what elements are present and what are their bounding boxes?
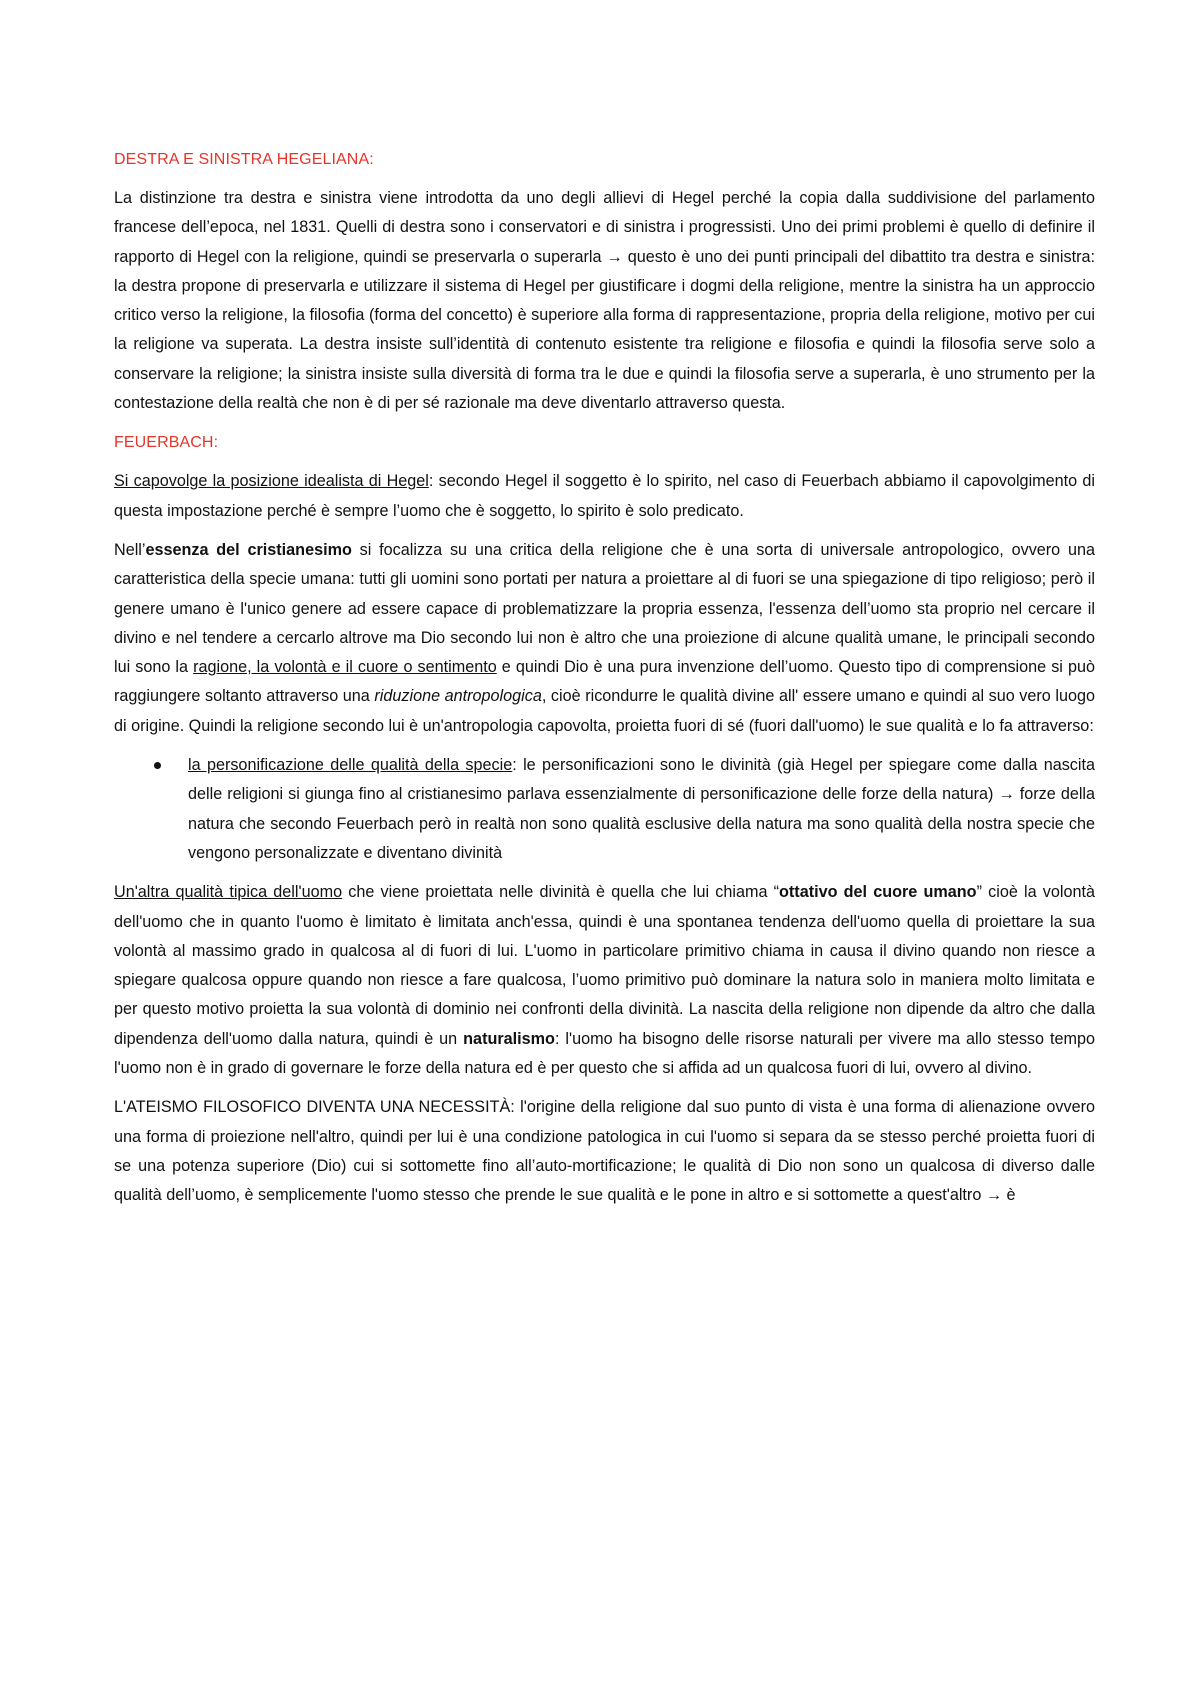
text-run: forze della natura che secondo Feuerbach però in realtà non sono qualità esclusive della natura ma sono qualità della nostra specie che vengono personalizzate e diventano divinità bbox=[188, 785, 1096, 862]
paragraph-ateismo bbox=[114, 1093, 1095, 1210]
section-heading-feuerbach: FEUERBACH: bbox=[114, 434, 219, 452]
arrow-right-icon: → bbox=[998, 785, 1015, 804]
text-run: : l'uomo ha bisogno delle risorse naturali per vivere ma allo stesso tempo l'uomo non è in grado di governare le forze della natura ed è per questo che si affida ad un qualcosa fuori di lui, ovvero al divino. bbox=[114, 1029, 1095, 1078]
text-run: ” cioè la volontà dell'uomo che in quanto l'uomo è limitato è limitata anch'essa, quindi è una spontanea tendenza dell'uomo quella di proiettare la sua volontà al massimo grado in qualcosa al di fuori di lui. L'uomo in particolare primitivo chiama in causa il divino quando non riesce a spiegare qualcosa oppure quando non riesce a fare qualcosa, l’uomo primitivo può dominare la natura solo in maniera molto limitata e per questo motivo proietta la sua volontà di dominio nei confronti della divinità. La nascita della religione non dipende da altro che dalla dipendenza dell'uomo dalla natura, quindi è un bbox=[114, 883, 1095, 1048]
italic-phrase: riduzione antropologica bbox=[374, 687, 542, 706]
text-run: che viene proiettata nelle divinità è quella che lui chiama “ bbox=[342, 883, 780, 902]
section-heading-destra-sinistra: DESTRA E SINISTRA HEGELIANA: bbox=[114, 151, 374, 168]
text-run: La distinzione tra destra e sinistra viene introdotta da uno degli allievi di Hegel perché la copia dalla suddivisione del parlamento francese dell’epoca, nel 1831. Quelli di destra sono i conservatori e di sinistra i progressisti. Uno dei primi problemi è quello di definire il rapporto di Hegel con la religione, quindi se preservarla o superarla bbox=[114, 189, 1095, 266]
text-run: : le personificazioni sono le divinità (già Hegel per spiegare come dalla nascita delle religioni si giunga fino al cristianesimo parlava essenzialmente di personificazione delle forze della natura) bbox=[188, 756, 1095, 804]
paragraph-capovolgimento bbox=[114, 467, 1095, 526]
paragraph-essenza-cristianesimo bbox=[114, 536, 1095, 741]
bold-phrase: naturalismo bbox=[463, 1029, 555, 1048]
paragraph-ottativo bbox=[114, 878, 1095, 1083]
text-run: Nell’ bbox=[114, 540, 146, 559]
bold-phrase: ottativo del cuore umano bbox=[779, 883, 977, 902]
underlined-phrase: la personificazione delle qualità della specie bbox=[188, 756, 513, 775]
text-run: è bbox=[1006, 1186, 1016, 1205]
text-run: questo è uno dei punti principali del dibattito tra destra e sinistra: la destra propone di preservarla e utilizzare il sistema di Hegel per giustificare i dogmi della religione, mentre la sinistra ha un approccio critico verso la religione, la filosofia (forma del concetto) è superiore alla forma di rappresentazione, propria della religione, motivo per cui la religione va superata. La destra insiste sull’identità di contenuto esistente tra religione e filosofia e quindi la filosofia serve solo a conservare la religione; la sinistra insiste sulla diversità di forma tra le due e quindi la filosofia serve a superarla, è uno strumento per la contestazione della realtà che non è di per sé razionale ma deve diventarlo attraverso questa. bbox=[114, 247, 1095, 413]
paragraph-destra-sinistra bbox=[114, 184, 1095, 418]
underlined-phrase: Si capovolge la posizione idealista di Hegel bbox=[114, 472, 429, 491]
text-run: , cioè ricondurre le qualità divine all' essere umano e quindi al suo vero luogo di origine. Quindi la religione secondo lui è un'antropologia capovolta, proietta fuori di sé (fuori dall'uomo) le sue qualità e lo fa attraverso: bbox=[114, 687, 1095, 735]
underlined-phrase: ragione, la volontà e il cuore o sentimento bbox=[193, 658, 497, 677]
text-run: si focalizza su una critica della religione che è una sorta di universale antropologico, ovvero una caratteristica della specie umana: tutti gli uomini sono portati per natura a proiettare al di fuori se una spiegazione di tipo religioso; però il genere umano è l'unico genere ad essere capace di problematizzare la propria essenza, l'essenza dell’uomo sta proprio nel cercare il divino e nel tendere a cercarlo altrove ma Dio secondo lui non è altro che una proiezione di alcune qualità umane, le principali secondo lui sono la bbox=[114, 540, 1095, 677]
text-run: : secondo Hegel il soggetto è lo spirito, nel caso di Feuerbach abbiamo il capovolgimento di questa impostazione perché è sempre l’uomo che è soggetto, lo spirito è solo predicato. bbox=[114, 472, 1095, 520]
arrow-right-icon: → bbox=[985, 1186, 1003, 1205]
arrow-right-icon: → bbox=[606, 247, 623, 266]
text-run: e quindi Dio è una pura invenzione dell’uomo. Questo tipo di comprensione si può raggiungere soltanto attraverso una bbox=[114, 658, 1095, 706]
underlined-phrase: Un'altra qualità tipica dell'uomo bbox=[114, 883, 343, 902]
list-item bbox=[188, 751, 1095, 868]
bullet-list bbox=[114, 751, 1095, 868]
bullet-icon bbox=[154, 762, 161, 769]
text-run: L'ATEISMO FILOSOFICO DIVENTA UNA NECESSITÀ: l'origine della religione dal suo punto di vista è una forma di alienazione ovvero una forma di proiezione nell'altro, quindi per lui è una condizione patologica in cui l'uomo si separa da se stesso perché proietta fuori di se una potenza superiore (Dio) cui si sottomette fino all’auto-mortificazione; le qualità di Dio non sono un qualcosa di diverso dalle qualità dell’uomo, è semplicemente l'uomo stesso che prende le sue qualità e le pone in altro e si sottomette a quest'altro bbox=[114, 1098, 1095, 1205]
bold-phrase: essenza del cristianesimo bbox=[145, 540, 352, 559]
